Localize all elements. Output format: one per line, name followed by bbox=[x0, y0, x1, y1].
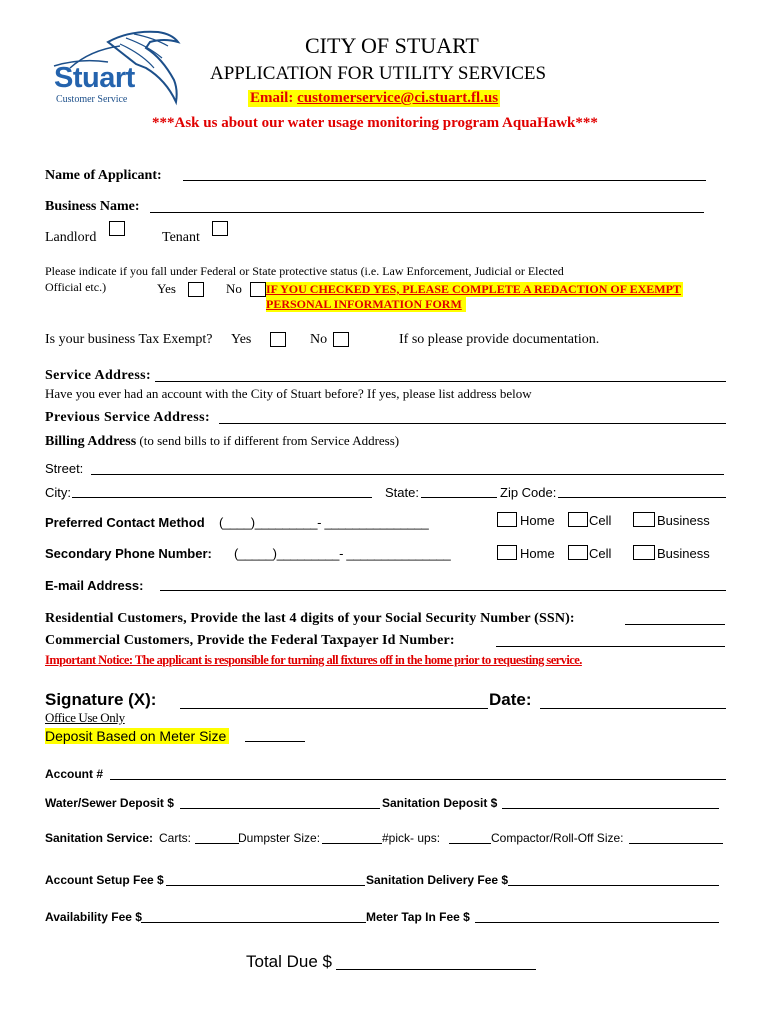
account-number-label: Account # bbox=[45, 767, 104, 781]
pickups-label: #pick- ups: bbox=[382, 831, 441, 845]
secondary-home-label: Home bbox=[520, 546, 555, 561]
compactor-size-label: Compactor/Roll-Off Size: bbox=[491, 831, 624, 845]
meter-tap-fee-label: Meter Tap In Fee $ bbox=[366, 910, 470, 924]
protective-yes-checkbox[interactable] bbox=[188, 282, 204, 297]
deposit-meter-label: Deposit Based on Meter Size bbox=[45, 728, 229, 744]
protective-no-checkbox[interactable] bbox=[250, 282, 266, 297]
billing-address-label: Billing Address bbox=[45, 434, 137, 449]
account-number-field[interactable] bbox=[110, 779, 726, 780]
email-label: Email: bbox=[250, 90, 294, 106]
ssn-label: Residential Customers, Provide the last 4 digits of your Social Security Number (SSN): bbox=[45, 611, 575, 626]
date-label: Date: bbox=[489, 690, 532, 709]
redaction-notice-2: PERSONAL INFORMATION FORM bbox=[266, 297, 466, 312]
applicant-name-label: Name of Applicant: bbox=[45, 168, 162, 183]
preferred-phone-field[interactable]: (____)_________- _______________ bbox=[219, 515, 429, 530]
water-sewer-deposit-field[interactable] bbox=[180, 808, 380, 809]
business-name-field[interactable] bbox=[150, 212, 704, 213]
preferred-cell-checkbox[interactable] bbox=[568, 512, 588, 527]
city-label: City: bbox=[45, 485, 71, 500]
availability-fee-field[interactable] bbox=[141, 922, 366, 923]
zip-label: Zip Code: bbox=[500, 485, 557, 500]
street-field[interactable] bbox=[91, 474, 724, 475]
email-address-label: E-mail Address: bbox=[45, 578, 144, 593]
protective-status-text-2: Official etc.) bbox=[45, 280, 107, 294]
secondary-home-checkbox[interactable] bbox=[497, 545, 517, 560]
secondary-business-label: Business bbox=[657, 546, 710, 561]
landlord-checkbox[interactable] bbox=[109, 221, 125, 236]
protective-yes-label: Yes bbox=[157, 281, 176, 296]
city-field[interactable] bbox=[72, 497, 372, 498]
federal-id-field[interactable] bbox=[496, 646, 725, 647]
zip-field[interactable] bbox=[558, 497, 726, 498]
previous-address-field[interactable] bbox=[219, 423, 726, 424]
billing-address-line bbox=[45, 433, 399, 450]
total-due-label: Total Due $ bbox=[246, 952, 332, 971]
compactor-size-field[interactable] bbox=[629, 843, 723, 844]
service-address-label: Service Address: bbox=[45, 368, 152, 383]
secondary-cell-checkbox[interactable] bbox=[568, 545, 588, 560]
sanitation-service-label: Sanitation Service: bbox=[45, 831, 154, 845]
tax-documentation-note: If so please provide documentation. bbox=[399, 332, 600, 347]
email-link[interactable]: customerservice@ci.stuart.fl.us bbox=[297, 90, 499, 106]
secondary-phone-label: Secondary Phone Number: bbox=[45, 546, 212, 561]
preferred-cell-label: Cell bbox=[589, 513, 612, 528]
ssn-field[interactable] bbox=[625, 624, 725, 625]
protective-no-label: No bbox=[226, 281, 242, 296]
secondary-phone-field[interactable]: (_____)_________- _______________ bbox=[234, 546, 451, 561]
preferred-home-label: Home bbox=[520, 513, 555, 528]
sanitation-delivery-fee-label: Sanitation Delivery Fee $ bbox=[366, 873, 509, 887]
account-setup-fee-field[interactable] bbox=[166, 885, 365, 886]
tenant-label: Tenant bbox=[162, 230, 200, 245]
state-field[interactable] bbox=[421, 497, 497, 498]
tenant-checkbox[interactable] bbox=[212, 221, 228, 236]
secondary-business-checkbox[interactable] bbox=[633, 545, 655, 560]
availability-fee-label: Availability Fee $ bbox=[45, 910, 142, 924]
dumpster-size-label: Dumpster Size: bbox=[238, 831, 321, 845]
previous-account-question: Have you ever had an account with the City of Stuart before? If yes, please list address below bbox=[45, 386, 532, 401]
preferred-business-checkbox[interactable] bbox=[633, 512, 655, 527]
water-sewer-deposit-label: Water/Sewer Deposit $ bbox=[45, 796, 174, 810]
street-label: Street: bbox=[45, 461, 84, 476]
pickups-field[interactable] bbox=[449, 843, 491, 844]
important-notice: Important Notice: The applicant is responsible for turning all fixtures off in the home prior to requesting service. bbox=[45, 653, 582, 667]
form-title: APPLICATION FOR UTILITY SERVICES bbox=[210, 63, 547, 84]
city-logo bbox=[50, 28, 185, 110]
tax-exempt-label: Is your business Tax Exempt? bbox=[45, 332, 213, 347]
account-setup-fee-label: Account Setup Fee $ bbox=[45, 873, 164, 887]
federal-id-label: Commercial Customers, Provide the Federal Taxpayer Id Number: bbox=[45, 633, 455, 648]
preferred-business-label: Business bbox=[657, 513, 710, 528]
office-use-label: Office Use Only bbox=[45, 710, 125, 725]
logo-wordmark: Stuart bbox=[54, 62, 135, 94]
carts-field[interactable] bbox=[195, 843, 239, 844]
meter-tap-fee-field[interactable] bbox=[475, 922, 719, 923]
city-title: CITY OF STUART bbox=[305, 33, 479, 58]
tax-no-checkbox[interactable] bbox=[333, 332, 349, 347]
email-address-field[interactable] bbox=[160, 590, 726, 591]
dumpster-size-field[interactable] bbox=[322, 843, 382, 844]
aquahawk-note: ***Ask us about our water usage monitoring program AquaHawk*** bbox=[152, 115, 598, 131]
landlord-label: Landlord bbox=[45, 230, 97, 245]
preferred-contact-label: Preferred Contact Method bbox=[45, 515, 205, 530]
tax-yes-checkbox[interactable] bbox=[270, 332, 286, 347]
sanitation-deposit-label: Sanitation Deposit $ bbox=[382, 796, 498, 810]
preferred-home-checkbox[interactable] bbox=[497, 512, 517, 527]
deposit-meter-field[interactable] bbox=[245, 741, 305, 742]
protective-status-text: Please indicate if you fall under Federal or State protective status (i.e. Law Enforcement, Judicial or Elected bbox=[45, 264, 564, 278]
business-name-label: Business Name: bbox=[45, 199, 140, 214]
tax-yes-label: Yes bbox=[231, 332, 252, 347]
previous-address-label: Previous Service Address: bbox=[45, 410, 211, 425]
logo-subtext: Customer Service bbox=[56, 94, 128, 105]
sanitation-deposit-field[interactable] bbox=[502, 808, 719, 809]
total-due-field[interactable] bbox=[336, 969, 536, 970]
signature-label: Signature (X): bbox=[45, 690, 157, 709]
state-label: State: bbox=[385, 485, 419, 500]
service-address-field[interactable] bbox=[155, 381, 726, 382]
secondary-cell-label: Cell bbox=[589, 546, 612, 561]
applicant-name-field[interactable] bbox=[183, 180, 706, 181]
redaction-notice-1: IF YOU CHECKED YES, PLEASE COMPLETE A REDACTION OF EXEMPT bbox=[266, 282, 681, 296]
signature-field[interactable] bbox=[180, 708, 488, 709]
billing-address-note: (to send bills to if different from Service Address) bbox=[139, 433, 400, 448]
sanitation-delivery-fee-field[interactable] bbox=[508, 885, 719, 886]
carts-label: Carts: bbox=[159, 831, 192, 845]
date-field[interactable] bbox=[540, 708, 726, 709]
email-line bbox=[248, 90, 500, 107]
tax-no-label: No bbox=[310, 332, 328, 347]
